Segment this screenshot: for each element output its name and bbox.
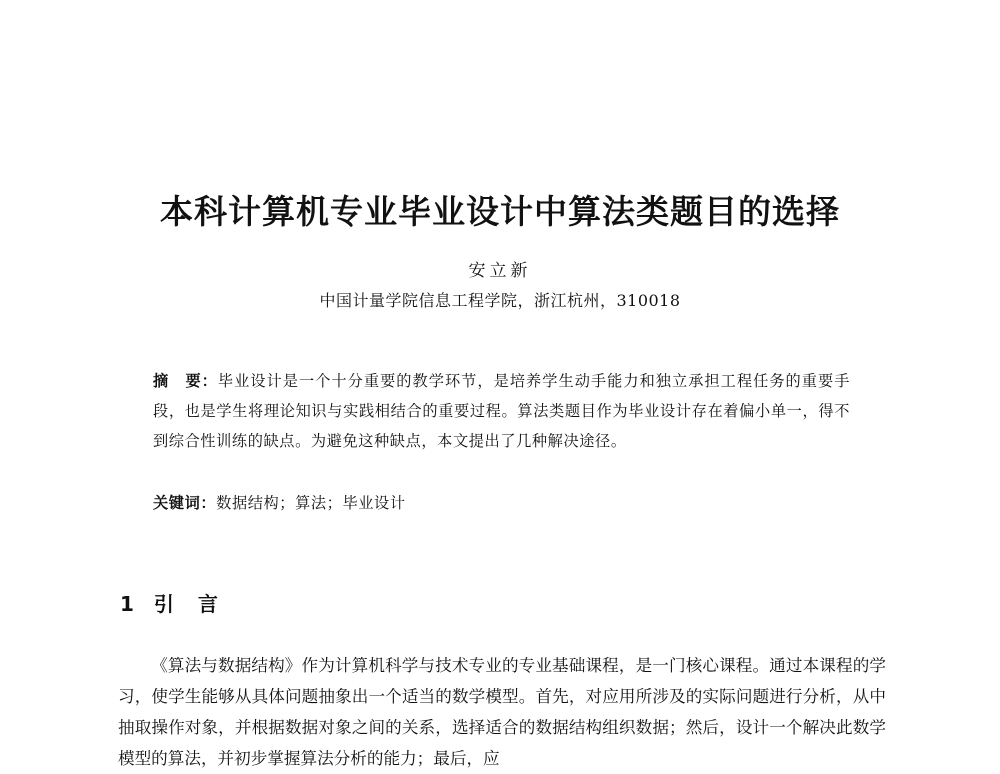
section-heading	[120, 588, 242, 617]
paper-title: 本科计算机专业毕业设计中算法类题目的选择	[160, 192, 840, 231]
author-affiliation: 中国计量学院信息工程学院，浙江杭州，310018	[319, 291, 681, 310]
abstract	[153, 366, 850, 456]
keywords-text: 数据结构；算法；毕业设计	[216, 494, 406, 512]
author-name: 安立新	[468, 261, 532, 281]
body-paragraph: 《算法与数据结构》作为计算机科学与技术专业的专业基础课程，是一门核心课程。通过本课程的学习，使学生能够从具体问题抽象出一个适当的数学模型。首先，对应用所涉及的实际问题进行分析，从中抽取操作对象，并根据数据对象之间的关系，选择适合的数据结构组织数据；然后，设计一个解决此数学模型的算法，并初步掌握算法分析的能力；最后，应	[118, 656, 886, 768]
abstract-text: 毕业设计是一个十分重要的教学环节，是培养学生动手能力和独立承担工程任务的重要手段，也是学生将理论知识与实践相结合的重要过程。算法类题目作为毕业设计存在着偏小单一，得不到综合性训练的缺点。为避免这种缺点，本文提出了几种解决途径。	[153, 372, 851, 450]
abstract-label: 摘 要：	[153, 372, 218, 390]
section-number: 1	[120, 592, 134, 616]
keywords-label: 关键词：	[153, 494, 217, 512]
section-title: 引言	[153, 592, 242, 616]
keywords	[153, 492, 406, 513]
